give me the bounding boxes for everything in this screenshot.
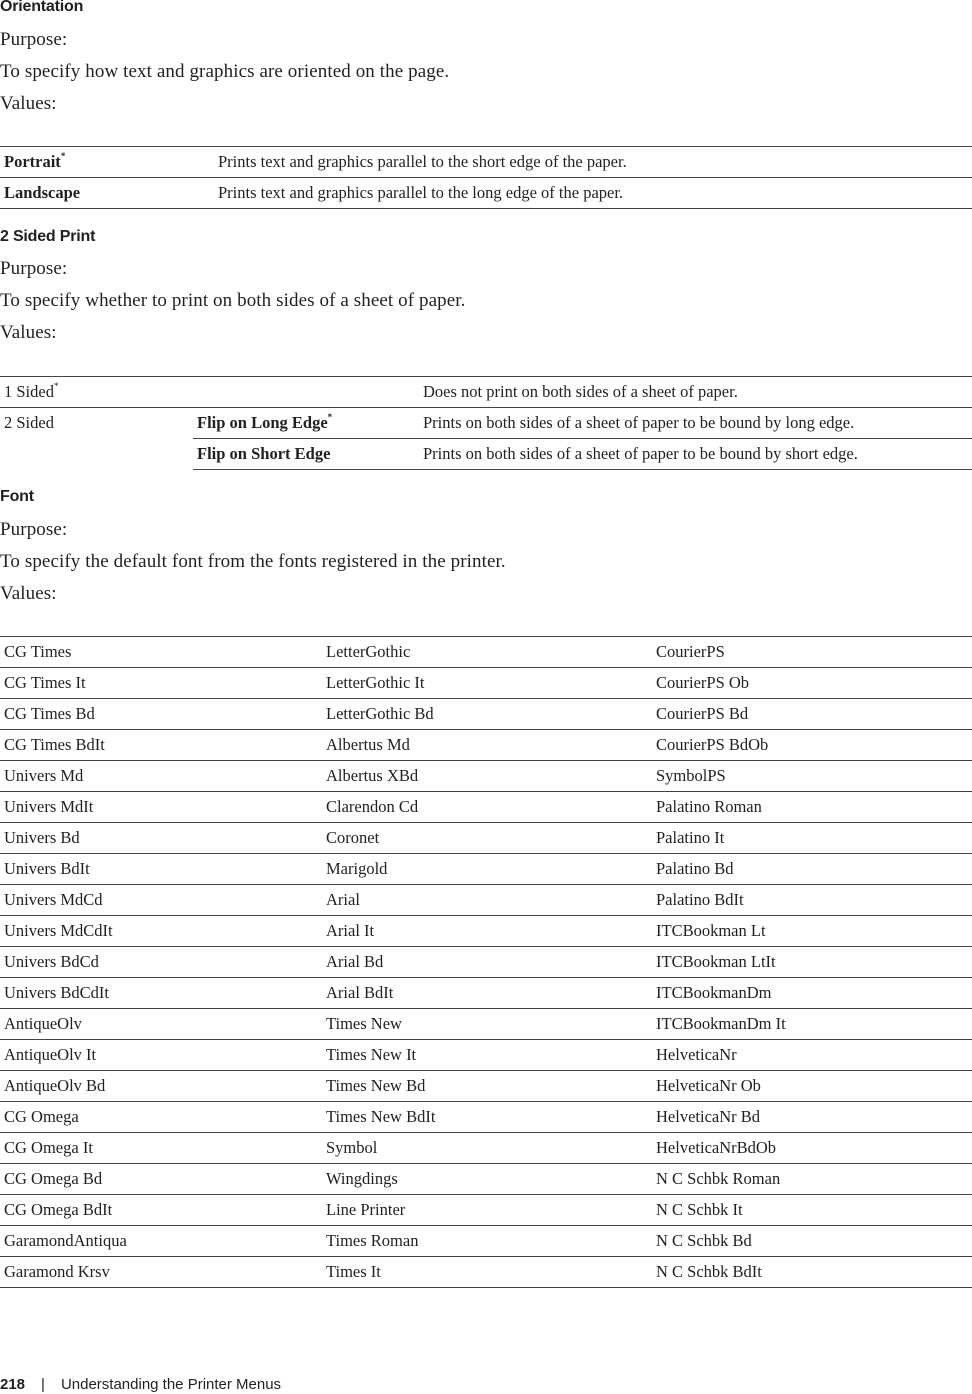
font-name-cell: SymbolPS	[652, 761, 972, 792]
table-row	[0, 823, 972, 854]
orientation-values-label: Values:	[0, 93, 57, 114]
font-name-cell: AntiqueOlv It	[0, 1040, 322, 1071]
font-name-cell: HelveticaNr Ob	[652, 1071, 972, 1102]
font-name-cell: Albertus Md	[322, 730, 652, 761]
font-name-cell: ITCBookmanDm It	[652, 1009, 972, 1040]
table-row	[0, 668, 972, 699]
font-purpose-label: Purpose:	[0, 519, 68, 540]
font-name-cell: CourierPS Ob	[652, 668, 972, 699]
font-name-cell: Univers MdCd	[0, 885, 322, 916]
table-row	[0, 1226, 972, 1257]
value-desc-cell: Prints text and graphics parallel to the long edge of the paper.	[214, 178, 972, 209]
font-name-cell: LetterGothic	[322, 637, 652, 668]
table-row	[0, 1133, 972, 1164]
font-name-cell: N C Schbk It	[652, 1195, 972, 1226]
value-1-sided: 1 Sided	[4, 382, 54, 401]
orientation-title: Orientation	[0, 0, 84, 15]
font-name-cell: Marigold	[322, 854, 652, 885]
font-name-cell: Univers BdCdIt	[0, 978, 322, 1009]
table-row	[0, 1071, 972, 1102]
table-row	[0, 761, 972, 792]
font-name-cell: ITCBookman LtIt	[652, 947, 972, 978]
font-name-cell: CourierPS	[652, 637, 972, 668]
table-row	[0, 408, 972, 439]
table-row	[0, 1257, 972, 1288]
font-name-cell: Palatino BdIt	[652, 885, 972, 916]
font-name-cell: CG Omega	[0, 1102, 322, 1133]
font-name-cell: Times Roman	[322, 1226, 652, 1257]
font-name-cell: Arial BdIt	[322, 978, 652, 1009]
font-name-cell: Univers Md	[0, 761, 322, 792]
value-desc-cell: Prints on both sides of a sheet of paper to be bound by long edge.	[419, 408, 972, 439]
value-desc-cell: Prints text and graphics parallel to the short edge of the paper.	[214, 147, 972, 178]
value-flip-long-edge: Flip on Long Edge	[197, 413, 328, 432]
font-name-cell: Univers Bd	[0, 823, 322, 854]
font-name-cell: N C Schbk BdIt	[652, 1257, 972, 1288]
table-row	[0, 178, 972, 209]
font-name-cell: HelveticaNrBdOb	[652, 1133, 972, 1164]
font-name-cell: Arial It	[322, 916, 652, 947]
font-name-cell: N C Schbk Bd	[652, 1226, 972, 1257]
table-row	[0, 978, 972, 1009]
table-row	[0, 792, 972, 823]
default-marker: *	[53, 380, 59, 391]
font-name-cell: CG Omega Bd	[0, 1164, 322, 1195]
font-name-cell: LetterGothic It	[322, 668, 652, 699]
page-footer	[0, 1376, 281, 1393]
table-row	[0, 947, 972, 978]
orientation-purpose-label: Purpose:	[0, 29, 68, 50]
font-name-cell: ITCBookman Lt	[652, 916, 972, 947]
table-row	[0, 1102, 972, 1133]
default-marker: *	[327, 411, 333, 422]
font-name-cell: CourierPS Bd	[652, 699, 972, 730]
font-name-cell: Symbol	[322, 1133, 652, 1164]
font-name-cell: CG Times Bd	[0, 699, 322, 730]
font-name-cell: LetterGothic Bd	[322, 699, 652, 730]
font-name-cell: Palatino Roman	[652, 792, 972, 823]
font-name-cell: Univers MdIt	[0, 792, 322, 823]
font-name-cell: ITCBookmanDm	[652, 978, 972, 1009]
font-name-cell: Arial	[322, 885, 652, 916]
font-purpose-text: To specify the default font from the fonts registered in the printer.	[0, 551, 506, 572]
font-name-cell: Univers MdCdIt	[0, 916, 322, 947]
page-number: 218	[0, 1376, 26, 1393]
value-flip-short-edge: Flip on Short Edge	[193, 439, 419, 470]
font-name-cell: HelveticaNr	[652, 1040, 972, 1071]
font-name-cell: CourierPS BdOb	[652, 730, 972, 761]
table-row	[0, 637, 972, 668]
default-marker: *	[60, 150, 66, 161]
font-name-cell: N C Schbk Roman	[652, 1164, 972, 1195]
font-name-cell: AntiqueOlv	[0, 1009, 322, 1040]
font-name-cell: Line Printer	[322, 1195, 652, 1226]
font-name-cell: Wingdings	[322, 1164, 652, 1195]
font-name-cell: Arial Bd	[322, 947, 652, 978]
font-name-cell: Palatino Bd	[652, 854, 972, 885]
two-sided-values-label: Values:	[0, 322, 57, 343]
value-name-cell	[0, 377, 193, 408]
value-portrait: Portrait	[4, 152, 61, 171]
font-name-cell: Garamond Krsv	[0, 1257, 322, 1288]
font-name-cell: CG Times It	[0, 668, 322, 699]
font-name-cell: Times New Bd	[322, 1071, 652, 1102]
font-name-cell: Univers BdIt	[0, 854, 322, 885]
font-name-cell: CG Times BdIt	[0, 730, 322, 761]
table-row	[0, 1040, 972, 1071]
footer-separator: |	[41, 1376, 45, 1393]
font-name-cell: Albertus XBd	[322, 761, 652, 792]
two-sided-purpose-label: Purpose:	[0, 258, 68, 279]
font-name-cell: Clarendon Cd	[322, 792, 652, 823]
table-row	[0, 854, 972, 885]
value-desc-cell: Does not print on both sides of a sheet of paper.	[419, 377, 972, 408]
font-name-cell: AntiqueOlv Bd	[0, 1071, 322, 1102]
two-sided-purpose-text: To specify whether to print on both sides of a sheet of paper.	[0, 290, 466, 311]
orientation-values-table	[0, 146, 972, 209]
orientation-purpose-text: To specify how text and graphics are oriented on the page.	[0, 61, 450, 82]
font-name-cell: GaramondAntiqua	[0, 1226, 322, 1257]
font-values-table	[0, 636, 972, 1288]
table-row	[0, 147, 972, 178]
value-name-cell	[0, 147, 214, 178]
table-row	[0, 1195, 972, 1226]
font-name-cell: HelveticaNr Bd	[652, 1102, 972, 1133]
font-values-label: Values:	[0, 583, 57, 604]
two-sided-title: 2 Sided Print	[0, 228, 96, 245]
font-name-cell: Palatino It	[652, 823, 972, 854]
table-row	[0, 1164, 972, 1195]
font-name-cell: Times It	[322, 1257, 652, 1288]
table-row	[0, 1009, 972, 1040]
font-name-cell: Times New It	[322, 1040, 652, 1071]
value-name-cell	[193, 408, 419, 439]
table-row	[0, 916, 972, 947]
font-name-cell: CG Omega BdIt	[0, 1195, 322, 1226]
table-row	[0, 699, 972, 730]
font-name-cell: CG Times	[0, 637, 322, 668]
font-name-cell: CG Omega It	[0, 1133, 322, 1164]
value-desc-cell: Prints on both sides of a sheet of paper to be bound by short edge.	[419, 439, 972, 470]
font-title: Font	[0, 488, 34, 505]
table-row	[0, 730, 972, 761]
value-landscape: Landscape	[0, 178, 214, 209]
font-name-cell: Times New BdIt	[322, 1102, 652, 1133]
empty-cell	[193, 377, 419, 408]
two-sided-values-table	[0, 376, 972, 470]
table-row	[0, 377, 972, 408]
font-name-cell: Times New	[322, 1009, 652, 1040]
font-name-cell: Univers BdCd	[0, 947, 322, 978]
font-name-cell: Coronet	[322, 823, 652, 854]
value-2-sided: 2 Sided	[0, 408, 193, 470]
table-row	[0, 885, 972, 916]
chapter-title: Understanding the Printer Menus	[60, 1376, 282, 1393]
